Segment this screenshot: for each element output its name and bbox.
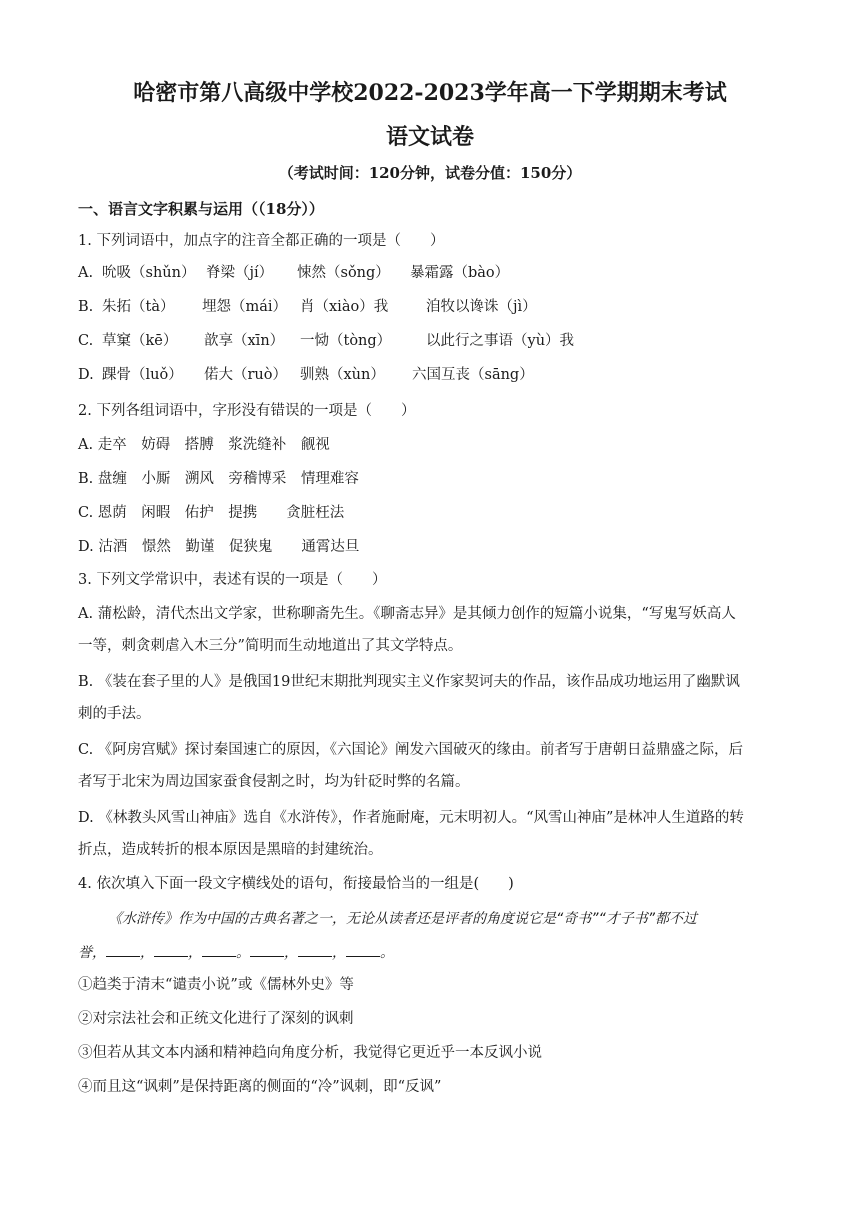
q1-c-word4: 以此行之事语（yù）我 — [426, 333, 575, 349]
q1-d-word2: 偌大（ruò） — [204, 367, 287, 383]
q1-b-word1: 朱拓（tà） — [102, 299, 175, 315]
q4-option-3: ③但若从其文本内涵和精神趋向角度分析，我觉得它更近乎一本反讽小说 — [78, 1045, 542, 1061]
q3-stem: 3. 下列文学常识中，表述有误的一项是（ ） — [78, 572, 387, 588]
passage-text: 誉， — [78, 945, 106, 961]
option-label: D. — [78, 367, 94, 383]
q2-option-d: D. 沽酒 憬然 勤谨 促狭鬼 通霄达旦 — [78, 539, 360, 555]
q2-stem: 2. 下列各组词语中，字形没有错误的一项是（ ） — [78, 403, 416, 419]
q1-c-word3: 一恸（tòng） — [300, 333, 392, 349]
q3-option-a-line2: 一等，刺贪刺虐入木三分”简明而生动地道出了其文学特点。 — [78, 638, 463, 654]
blank-2 — [154, 942, 188, 957]
q1-stem: 1. 下列词语中，加点字的注音全都正确的一项是（ ） — [78, 233, 445, 249]
q3-option-b-line2: 刺的手法。 — [78, 706, 151, 722]
blank-5 — [298, 942, 332, 957]
q2-option-a: A. 走卒 妨碍 搭膊 浆洗缝补 觎视 — [78, 437, 330, 453]
q1-b-word3: 肖（xiào）我 — [300, 299, 389, 315]
q3-option-a-line1: A. 蒲松龄，清代杰出文学家，世称聊斋先生。《聊斋志异》是其倾力创作的短篇小说集，“写鬼写妖高人 — [78, 606, 736, 622]
q1-option-d — [78, 365, 534, 385]
q4-option-1: ①趋类于清末“谴责小说”或《儒林外史》等 — [78, 977, 354, 993]
q4-passage-line1: 《水浒传》作为中国的古典名著之一，无论从读者还是评者的角度说它是“奇书”“才子书”都不过 — [108, 911, 698, 927]
q1-a-word3: 悚然（sǒng） — [297, 265, 390, 281]
option-label: A. — [78, 265, 94, 281]
q1-option-c — [78, 331, 575, 351]
q2-option-b: B. 盘缠 小厮 溯风 旁稽博采 情理难容 — [78, 471, 359, 487]
q1-a-word2: 脊梁（jí） — [206, 265, 274, 281]
q1-b-word2: 埋怨（mái） — [202, 299, 288, 315]
q4-option-4: ④而且这“讽刺”是保持距离的侧面的“冷”讽刺，即“反讽” — [78, 1079, 442, 1095]
q3-option-d-line1: D. 《林教头风雪山神庙》选自《水浒传》，作者施耐庵，元末明初人。“风雪山神庙”是林冲人生道路的转 — [78, 810, 744, 826]
q1-option-b — [78, 297, 537, 317]
q1-d-word3: 驯熟（xùn） — [300, 367, 385, 383]
q1-d-word1: 踝骨（luǒ） — [102, 367, 183, 383]
blank-4 — [250, 942, 284, 957]
blank-6 — [346, 942, 380, 957]
section-heading: 一、语言文字积累与运用（（18分）） — [78, 200, 324, 218]
q1-a-word4: 暴霜露（bào） — [410, 265, 510, 281]
q3-option-c-line1: C. 《阿房宫赋》探讨秦国速亡的原因，《六国论》阐发六国破灭的缘由。前者写于唐朝日益鼎盛之际，后 — [78, 742, 744, 758]
q1-b-word4: 洎牧以谗诛（jì） — [426, 299, 537, 315]
q4-option-2: ②对宗法社会和正统文化进行了深刻的讽刺 — [78, 1011, 354, 1027]
blank-3 — [202, 942, 236, 957]
q3-option-d-line2: 折点，造成转折的根本原因是黑暗的封建统治。 — [78, 842, 383, 858]
q3-option-c-line2: 者写于北宋为周边国家蚕食侵割之时，均为针砭时弊的名篇。 — [78, 774, 470, 790]
exam-title: 哈密市第八高级中学校2022-2023学年高一下学期期末考试 — [133, 80, 727, 106]
q1-c-word2: 歆享（xīn） — [204, 333, 285, 349]
q2-option-c: C. 恩荫 闲暇 佑护 提携 贪脏枉法 — [78, 505, 345, 521]
exam-info: （考试时间：120分钟，试卷分值：150分） — [278, 164, 582, 182]
blank-1 — [106, 942, 140, 957]
q3-option-b-line1: B. 《装在套子里的人》是俄国19世纪末期批判现实主义作家契诃夫的作品，该作品成功地运用了幽默讽 — [78, 674, 740, 690]
q4-stem: 4. 依次填入下面一段文字横线处的语句，衔接最恰当的一组是( ) — [78, 876, 514, 892]
q1-a-word1: 吮吸（shǔn） — [102, 265, 196, 281]
q1-c-word1: 草窠（kē） — [102, 333, 178, 349]
q1-option-a — [78, 263, 510, 283]
q1-d-word4: 六国互丧（sāng） — [412, 367, 534, 383]
exam-subtitle: 语文试卷 — [385, 124, 474, 150]
q4-passage-line2: 誉， ， ， 。 ， ， 。 — [78, 942, 394, 963]
option-label: C. — [78, 333, 94, 349]
option-label: B. — [78, 299, 94, 315]
